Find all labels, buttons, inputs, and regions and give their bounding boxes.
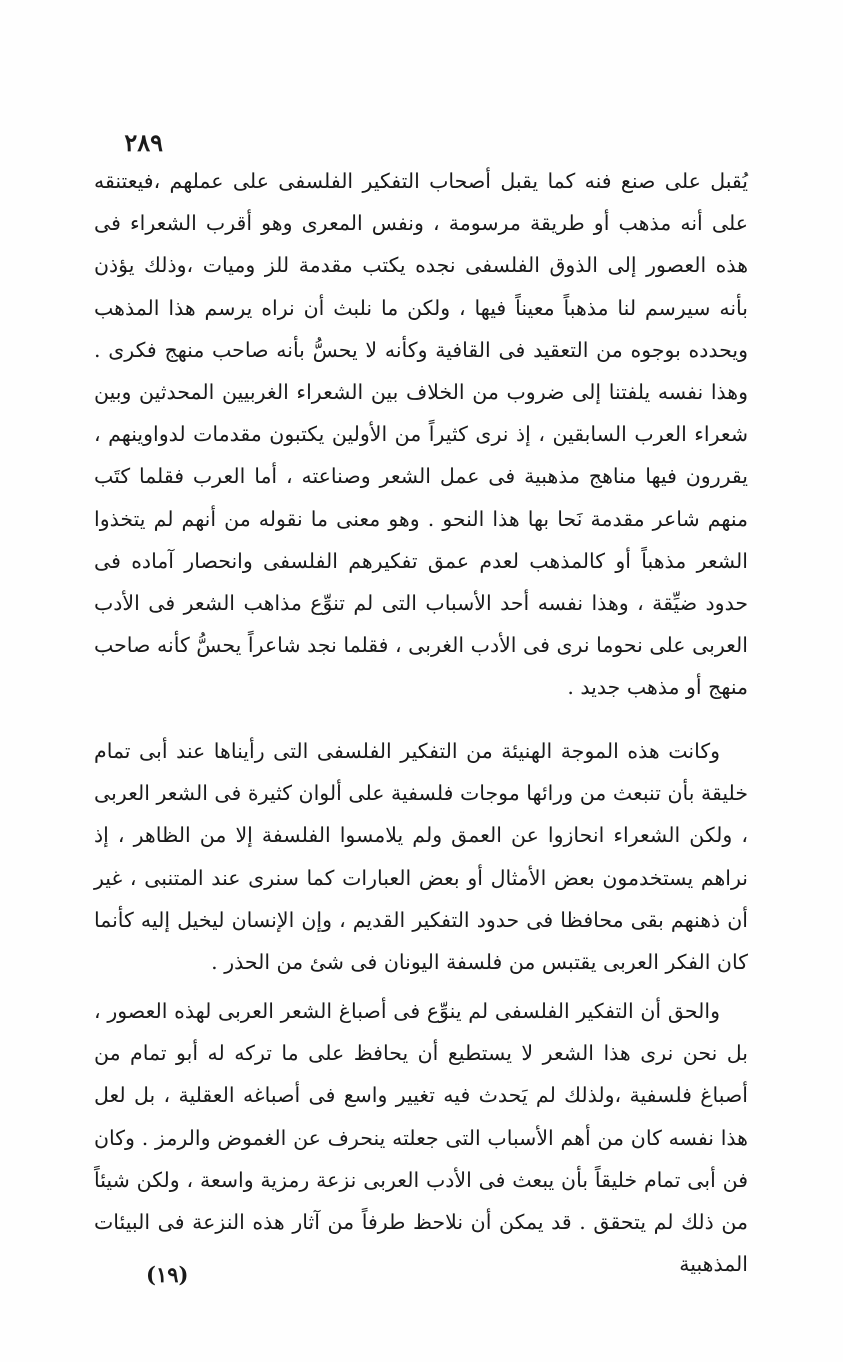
paragraph-2 (94, 730, 748, 983)
paragraph-1-text: يُقبل على صنع فنه كما يقبل أصحاب التفكير الفلسفى على عملهم ،فيعتنقه على أنه مذهب أو طريقة مرسومة ، ونفس المعرى وهو أقرب الشعراء فى هذه العصور إلى الذوق الفلسفى نجده يكتب مقدمة للز وميات ،وذلك يؤذن بأنه سيرسم لنا مذهباً معيناً فيها ، ولكن ما نلبث أن نراه يرسم هذا المذهب ويحدده بوجوه من التعقيد فى القافية وكأنه لا يحسُّ بأنه صاحب منهج فكرى . وهذا نفسه يلفتنا إلى ضروب من الخلاف بين الشعراء الغربيين المحدثين وبين شعراء العرب السابقين ، إذ نرى كثيراً من الأولين يكتبون مقدمات لدواوينهم ، يقررون فيها مناهج مذهبية فى عمل الشعر وصناعته ، أما العرب فقلما كتَب منهم شاعر مقدمة نَحا بها هذا النحو . وهو معنى ما نقوله من أنهم لم يتخذوا الشعر مذهباً أو كالمذهب لعدم عمق تفكيرهم الفلسفى وانحصار آماده فى حدود ضيِّقة ، وهذا نفسه أحد الأسباب التى لم تنوِّع مذاهب الشعر فى الأدب العربى على نحوما نرى فى الأدب الغربى ، فقلما نجد شاعراً يحسُّ كأنه صاحب منهج أو مذهب جديد . (94, 169, 748, 700)
paragraph-2-text: وكانت هذه الموجة الهنيئة من التفكير الفلسفى التى رأيناها عند أبى تمام خليقة بأن تنبعث من ورائها موجات فلسفية على ألوان كثيرة فى الشعر العربى ، ولكن الشعراء انحازوا عن العمق ولم يلامسوا الفلسفة إلا من الظاهر ، إذ نراهم يستخدمون بعض الأمثال أو بعض العبارات كما سنرى عند المتنبى ، غير أن ذهنهم بقى محافظا فى حدود التفكير القديم ، وإن الإنسان ليخيل إليه كأنما كان الفكر العربى يقتبس من فلسفة اليونان فى شئ من الحذر . (94, 739, 748, 975)
paragraph-1 (94, 160, 748, 709)
paragraph-3 (94, 990, 748, 1285)
paragraph-3-text: والحق أن التفكير الفلسفى لم ينوِّع فى أصباغ الشعر العربى لهذه العصور ، بل نحن نرى هذا الشعر لا يستطيع أن يحافظ على ما تركه له أبو تمام من أصباغ فلسفية ،ولذلك لم يَحدث فيه تغيير واسع فى أصباغه العقلية ، بل لعل هذا نفسه كان من أهم الأسباب التى جعلته ينحرف عن الغموض والرمز . وكان فن أبى تمام خليقاً بأن يبعث فى الأدب العربى نزعة رمزية واسعة ، ولكن شيئاً من ذلك لم يتحقق . قد يمكن أن نلاحظ طرفاً من آثار هذه النزعة فى البيئات المذهبية (94, 999, 748, 1277)
page-number: ٢٨٩ (124, 128, 163, 157)
signature-mark: (١٩) (146, 1262, 189, 1287)
